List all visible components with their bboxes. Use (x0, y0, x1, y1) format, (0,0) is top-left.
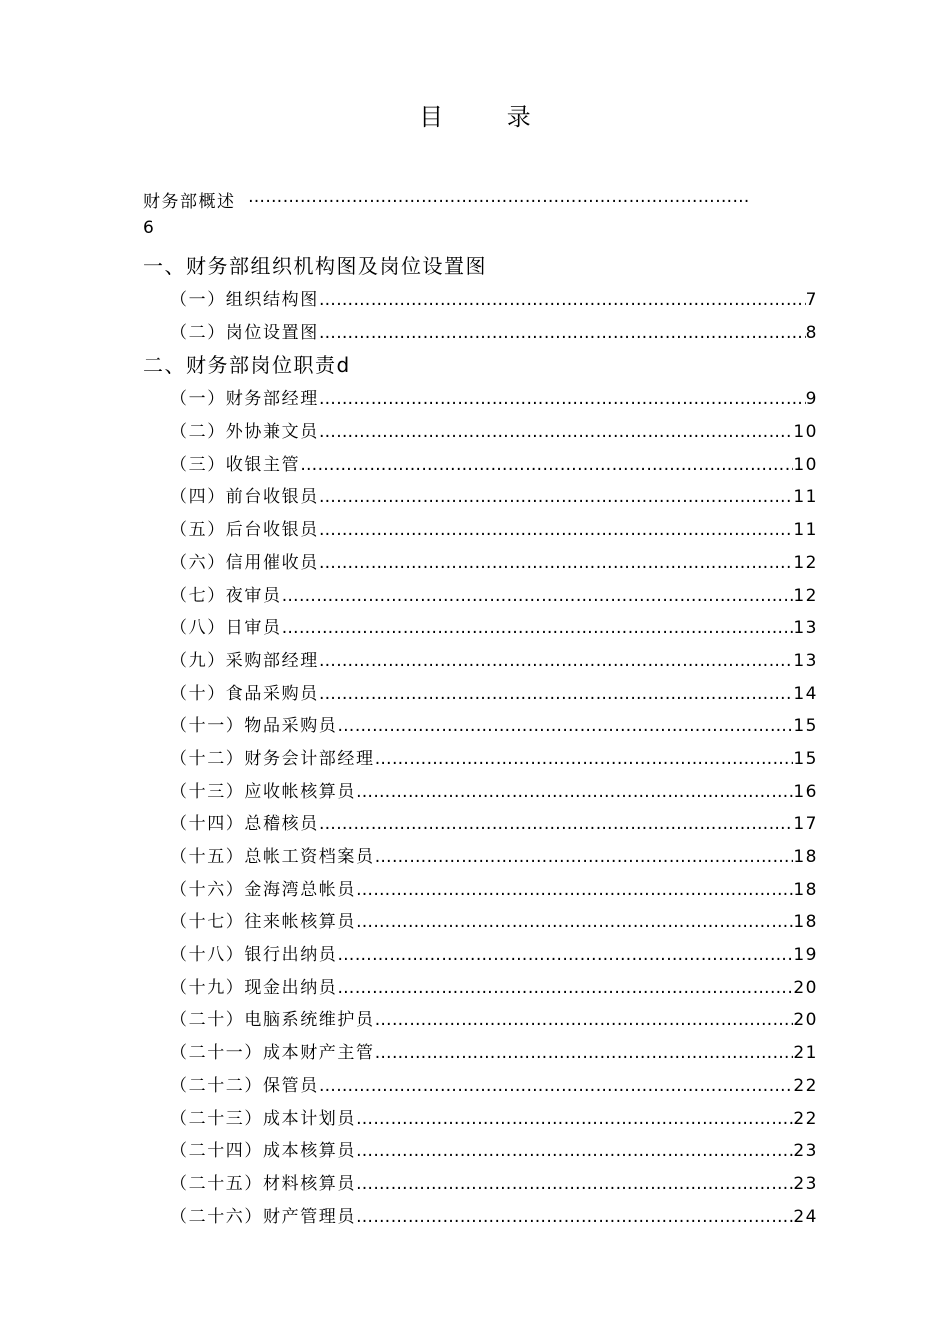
toc-leader-dots: …………………………………………………………………………… (248, 187, 750, 207)
toc-entry[interactable] (0, 608, 950, 641)
toc-entry[interactable] (0, 1000, 950, 1033)
toc-entry[interactable] (0, 968, 950, 1001)
toc-entry[interactable] (0, 641, 950, 674)
toc-entry-text: （四）前台收银员 (170, 487, 319, 508)
toc-entry-row (170, 842, 818, 867)
toc-leader-dots (356, 880, 793, 900)
toc-page-number: 10 (793, 422, 818, 443)
toc-entry-row (170, 1038, 818, 1063)
toc-page-number: 22 (793, 1075, 818, 1096)
toc-page-number: 20 (793, 977, 818, 998)
toc-leader-dots (319, 487, 794, 507)
toc-leader-dots (319, 651, 794, 671)
toc-entry-row (170, 809, 818, 834)
toc-leader-dots (356, 1141, 793, 1161)
toc-leader-dots (319, 389, 806, 409)
toc-leader-dots (337, 978, 793, 998)
toc-entry[interactable] (0, 935, 950, 968)
toc-entry[interactable] (0, 1164, 950, 1197)
toc-entry[interactable] (0, 1099, 950, 1132)
toc-entry-text: （十三）应收帐核算员 (170, 781, 356, 802)
toc-entry-text: （二十一）成本财产主管 (170, 1043, 375, 1064)
toc-leader-dots (356, 1174, 793, 1194)
toc-entry[interactable] (0, 739, 950, 772)
toc-entry-row (170, 875, 818, 900)
toc-page-number: 18 (793, 847, 818, 867)
toc-page-number: 13 (793, 618, 818, 639)
toc-section-heading[interactable] (0, 347, 950, 379)
toc-entry-row (170, 973, 818, 998)
toc-page-number: 22 (793, 1108, 818, 1129)
toc-entry-row (170, 1169, 818, 1194)
toc-leader-dots (375, 847, 794, 867)
toc-page-number: 9 (805, 389, 818, 410)
toc-page-number: 18 (793, 912, 818, 933)
toc-entry-text: （八）日审员 (170, 618, 282, 639)
toc-entry-text: （一）组织结构图 (170, 290, 319, 310)
toc-leader-dots (319, 1076, 794, 1096)
toc-entry-row (170, 744, 818, 769)
toc-section-heading[interactable] (0, 248, 950, 280)
toc-entry-row (170, 285, 818, 310)
toc-entry[interactable] (0, 445, 950, 478)
toc-entry-text: （十九）现金出纳员 (170, 977, 338, 998)
toc-leader-dots (319, 684, 794, 704)
toc-entry-text: （五）后台收银员 (170, 520, 319, 541)
toc-leader-dots (319, 553, 794, 573)
toc-entry[interactable] (0, 1066, 950, 1099)
toc-entry[interactable] (0, 674, 950, 707)
toc-page-number: 18 (793, 879, 818, 900)
toc-leader-dots (319, 520, 794, 540)
toc-entry-text: （二十三）成本计划员 (170, 1108, 356, 1129)
toc-entry[interactable] (0, 1197, 950, 1230)
toc-section-heading-text: 一、财务部组织机构图及岗位设置图 (143, 254, 487, 278)
toc-entry-text: （一）财务部经理 (170, 389, 319, 410)
toc-entry[interactable] (0, 1033, 950, 1066)
toc-entry-row (170, 318, 818, 343)
toc-entry-row (170, 1202, 818, 1227)
toc-leader-dots (337, 945, 793, 965)
toc-entry[interactable] (0, 837, 950, 870)
toc-sections (0, 248, 950, 1229)
toc-entry-text: （十六）金海湾总帐员 (170, 879, 356, 900)
toc-leader-dots (356, 782, 793, 802)
toc-section-heading-text: 二、财务部岗位职责d (143, 353, 351, 378)
toc-entry[interactable] (0, 576, 950, 609)
toc-entry[interactable] (0, 510, 950, 543)
toc-entry[interactable] (0, 804, 950, 837)
toc-entry-text: （二十六）财产管理员 (170, 1206, 356, 1227)
toc-leader-dots (375, 1043, 794, 1063)
toc-entry-text: （十四）总稽核员 (170, 814, 319, 835)
toc-entry-text: （十五）总帐工资档案员 (170, 847, 375, 867)
toc-entry-text: （十二）财务会计部经理 (170, 748, 375, 769)
toc-entry-row (170, 1005, 818, 1030)
toc-entry-text: （十一）物品采购员 (170, 716, 338, 737)
toc-entry[interactable] (0, 870, 950, 903)
toc-entry-row (170, 1136, 818, 1161)
toc-leader-dots (319, 422, 794, 442)
toc-leader-dots (356, 1207, 793, 1227)
toc-leader-dots (300, 455, 793, 475)
toc-page-number: 7 (805, 290, 818, 310)
toc-entry[interactable] (0, 902, 950, 935)
toc-entry-row (170, 1071, 818, 1096)
toc-page-number: 10 (793, 454, 818, 475)
toc-leader-dots (337, 716, 793, 736)
toc-page-number: 23 (793, 1141, 818, 1162)
toc-entry-row (170, 777, 818, 802)
toc-entry-row (170, 940, 818, 965)
toc-entry[interactable] (0, 313, 950, 346)
toc-page-number: 11 (793, 520, 818, 541)
toc-leader-dots (319, 290, 806, 310)
toc-page-number: 16 (793, 781, 818, 802)
toc-leader-dots (356, 912, 793, 932)
toc-leader-dots (375, 1010, 794, 1030)
toc-entry-text: （十八）银行出纳员 (170, 945, 338, 966)
toc-entry[interactable] (0, 706, 950, 739)
toc-page-number: 17 (793, 814, 818, 835)
toc-title: 目 录 (419, 103, 559, 131)
toc-entry-text: （十七）往来帐核算员 (170, 912, 356, 933)
toc-entry-text: （二）岗位设置图 (170, 322, 319, 343)
toc-entry-text: （六）信用催收员 (170, 552, 319, 573)
toc-entry[interactable] (0, 1131, 950, 1164)
toc-entry-text: （二）外协兼文员 (170, 422, 319, 443)
toc-entry-row (170, 548, 818, 573)
toc-entry-overview[interactable] (0, 182, 950, 246)
toc-entry-text: 财务部概述 (143, 192, 236, 212)
toc-entry-text: （十）食品采购员 (170, 683, 319, 704)
toc-entry-row (170, 450, 818, 475)
toc-entry[interactable] (0, 772, 950, 805)
toc-entry-row (170, 907, 818, 932)
toc-leader-dots (375, 749, 794, 769)
toc-entry-row (170, 384, 818, 409)
toc-entry-row (170, 646, 818, 671)
toc-entry-row (170, 679, 818, 704)
toc-list (0, 182, 950, 1229)
toc-entry-text: （三）收银主管 (170, 454, 301, 475)
toc-entry-text: （二十四）成本核算员 (170, 1141, 356, 1162)
toc-page-number: 13 (793, 650, 818, 671)
toc-page-number: 24 (793, 1206, 818, 1227)
toc-entry-row (170, 515, 818, 540)
toc-leader-dots (319, 814, 794, 834)
toc-entry-text: （七）夜审员 (170, 585, 282, 606)
toc-leader-dots (356, 1109, 793, 1129)
toc-entry-row (170, 1104, 818, 1129)
toc-entry-row (170, 417, 818, 442)
toc-entry-row (170, 482, 818, 507)
toc-entry-text: （二十二）保管员 (170, 1075, 319, 1096)
toc-page-number: 21 (793, 1043, 818, 1064)
toc-entry[interactable] (0, 412, 950, 445)
toc-entry-row (170, 581, 818, 606)
toc-page-number: 8 (805, 322, 818, 343)
toc-entry[interactable] (0, 477, 950, 510)
toc-page-number: 20 (793, 1010, 818, 1031)
toc-leader-dots (319, 323, 806, 343)
toc-entry[interactable] (0, 543, 950, 576)
toc-page-number: 12 (793, 552, 818, 573)
toc-entry-row (170, 613, 818, 638)
toc-leader-dots (282, 618, 794, 638)
toc-page-number: 12 (793, 585, 818, 606)
toc-entry[interactable] (0, 379, 950, 412)
toc-entry-text: （二十五）材料核算员 (170, 1173, 356, 1194)
toc-page-number: 15 (793, 748, 818, 769)
toc-entry-text: （二十）电脑系统维护员 (170, 1010, 375, 1031)
toc-page-number: 15 (793, 716, 818, 737)
toc-page-number: 14 (793, 683, 818, 704)
toc-leader-dots (282, 586, 794, 606)
toc-entry[interactable] (0, 280, 950, 313)
toc-page-number: 19 (793, 945, 818, 966)
toc-page-number: 6 (143, 218, 156, 238)
toc-page-number: 23 (793, 1173, 818, 1194)
toc-page-number: 11 (793, 487, 818, 508)
toc-entry-row (170, 711, 818, 736)
toc-entry-text: （九）采购部经理 (170, 650, 319, 671)
